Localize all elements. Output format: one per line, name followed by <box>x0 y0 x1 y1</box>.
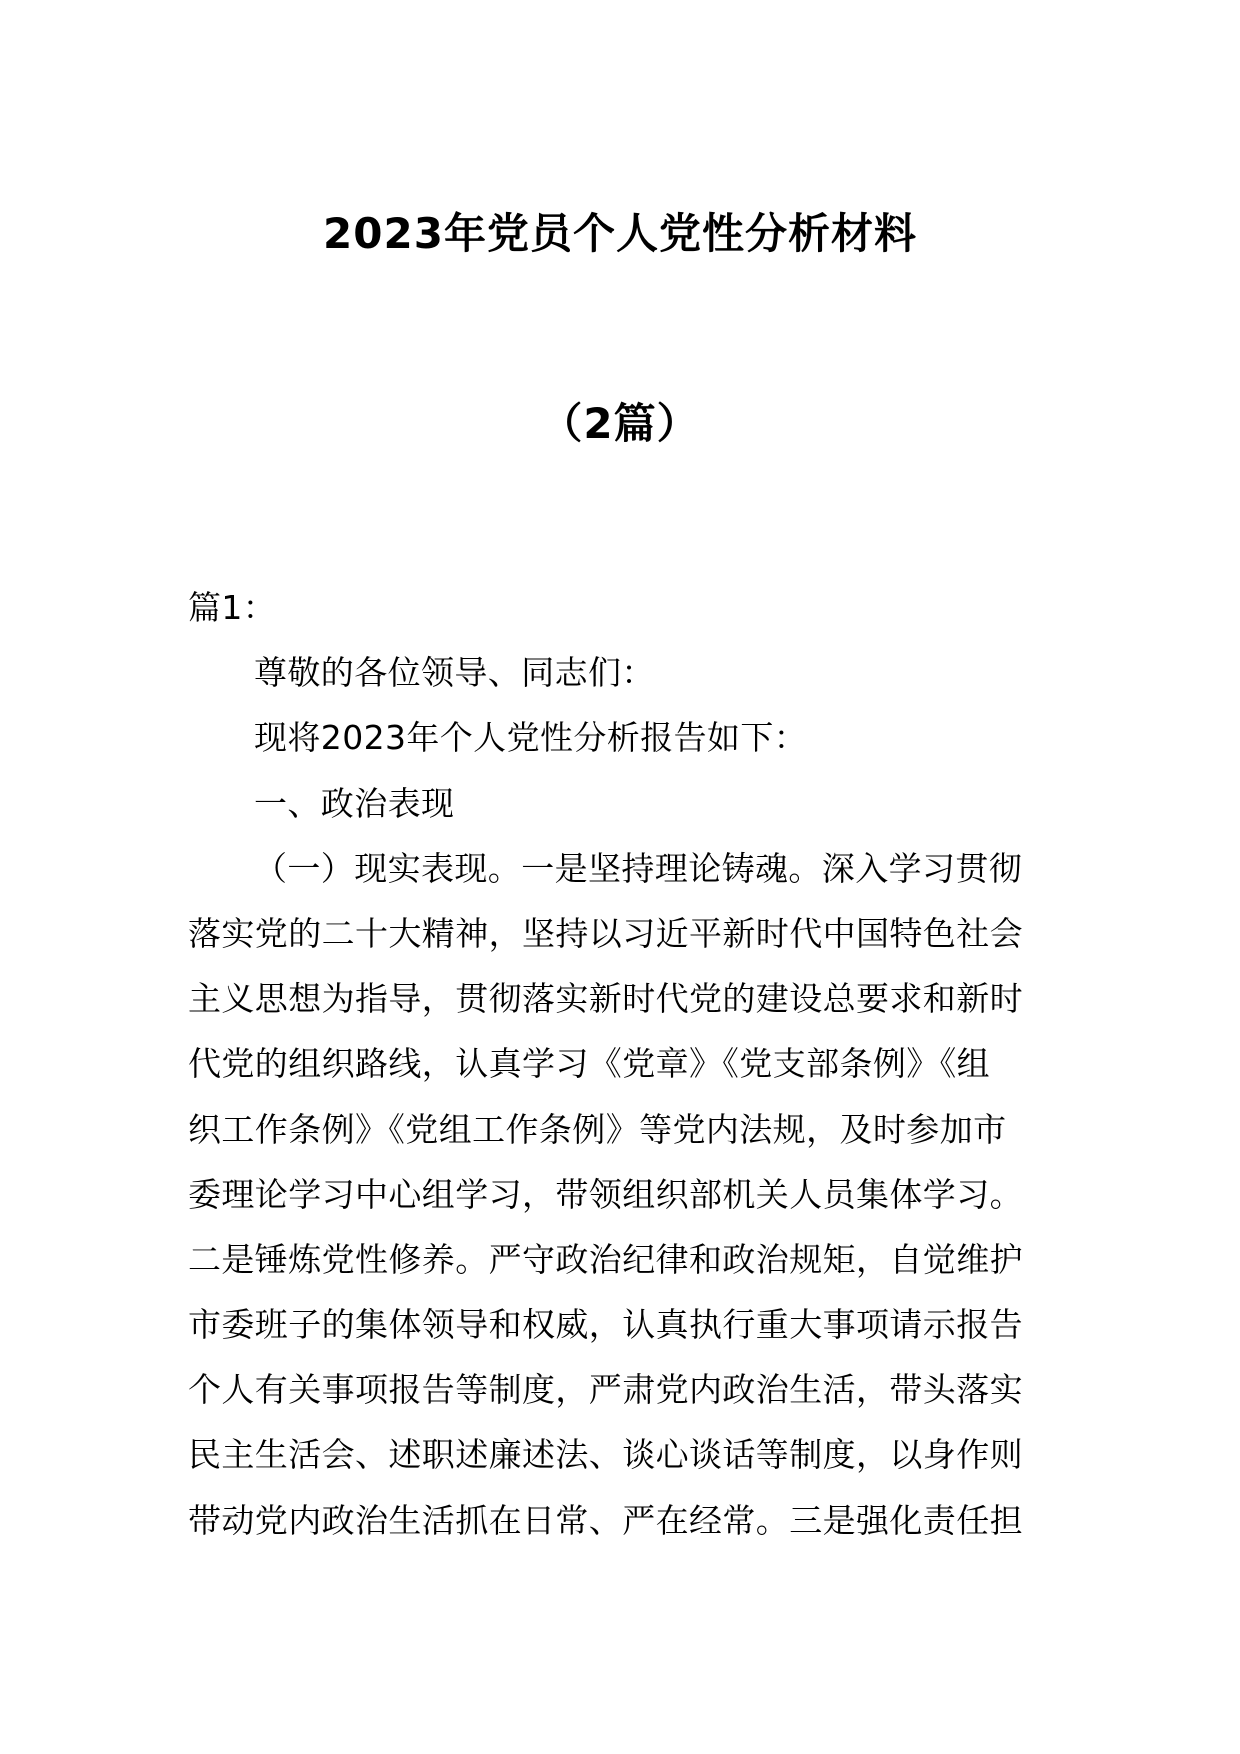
paragraph-line: 代党的组织路线，认真学习《党章》《党支部条例》《组 <box>188 1044 990 1084</box>
document-title: 2023年党员个人党性分析材料 <box>323 209 917 258</box>
section-label: 篇1： <box>188 588 277 627</box>
paragraph-line: 市委班子的集体领导和权威，认真执行重大事项请示报告 <box>188 1305 1023 1345</box>
paragraph-line: 主义思想为指导，贯彻落实新时代党的建设总要求和新时 <box>188 979 1023 1019</box>
document-subtitle: （2篇） <box>540 399 700 448</box>
paragraph-line: 带动党内政治生活抓在日常、严在经常。三是强化责任担 <box>188 1500 1023 1540</box>
document-body <box>188 575 1056 1553</box>
section-heading: 一、政治表现 <box>254 783 455 823</box>
paragraph-line: 委理论学习中心组学习，带领组织部机关人员集体学习。 <box>188 1174 1023 1214</box>
salutation: 尊敬的各位领导、同志们： <box>254 653 655 693</box>
paragraph-line: 民主生活会、述职述廉述法、谈心谈话等制度，以身作则 <box>188 1435 1023 1475</box>
paragraph-line: 织工作条例》《党组工作条例》等党内法规，及时参加市 <box>188 1109 1007 1149</box>
paragraph-line: 落实党的二十大精神，坚持以习近平新时代中国特色社会 <box>188 913 1023 953</box>
intro-line: 现将2023年个人党性分析报告如下： <box>254 718 808 758</box>
paragraph-line: 个人有关事项报告等制度，严肃党内政治生活，带头落实 <box>188 1370 1023 1410</box>
paragraph-line: （一）现实表现。一是坚持理论铸魂。深入学习贯彻 <box>254 848 1023 888</box>
paragraph-line: 二是锤炼党性修养。严守政治纪律和政治规矩，自觉维护 <box>188 1239 1023 1279</box>
